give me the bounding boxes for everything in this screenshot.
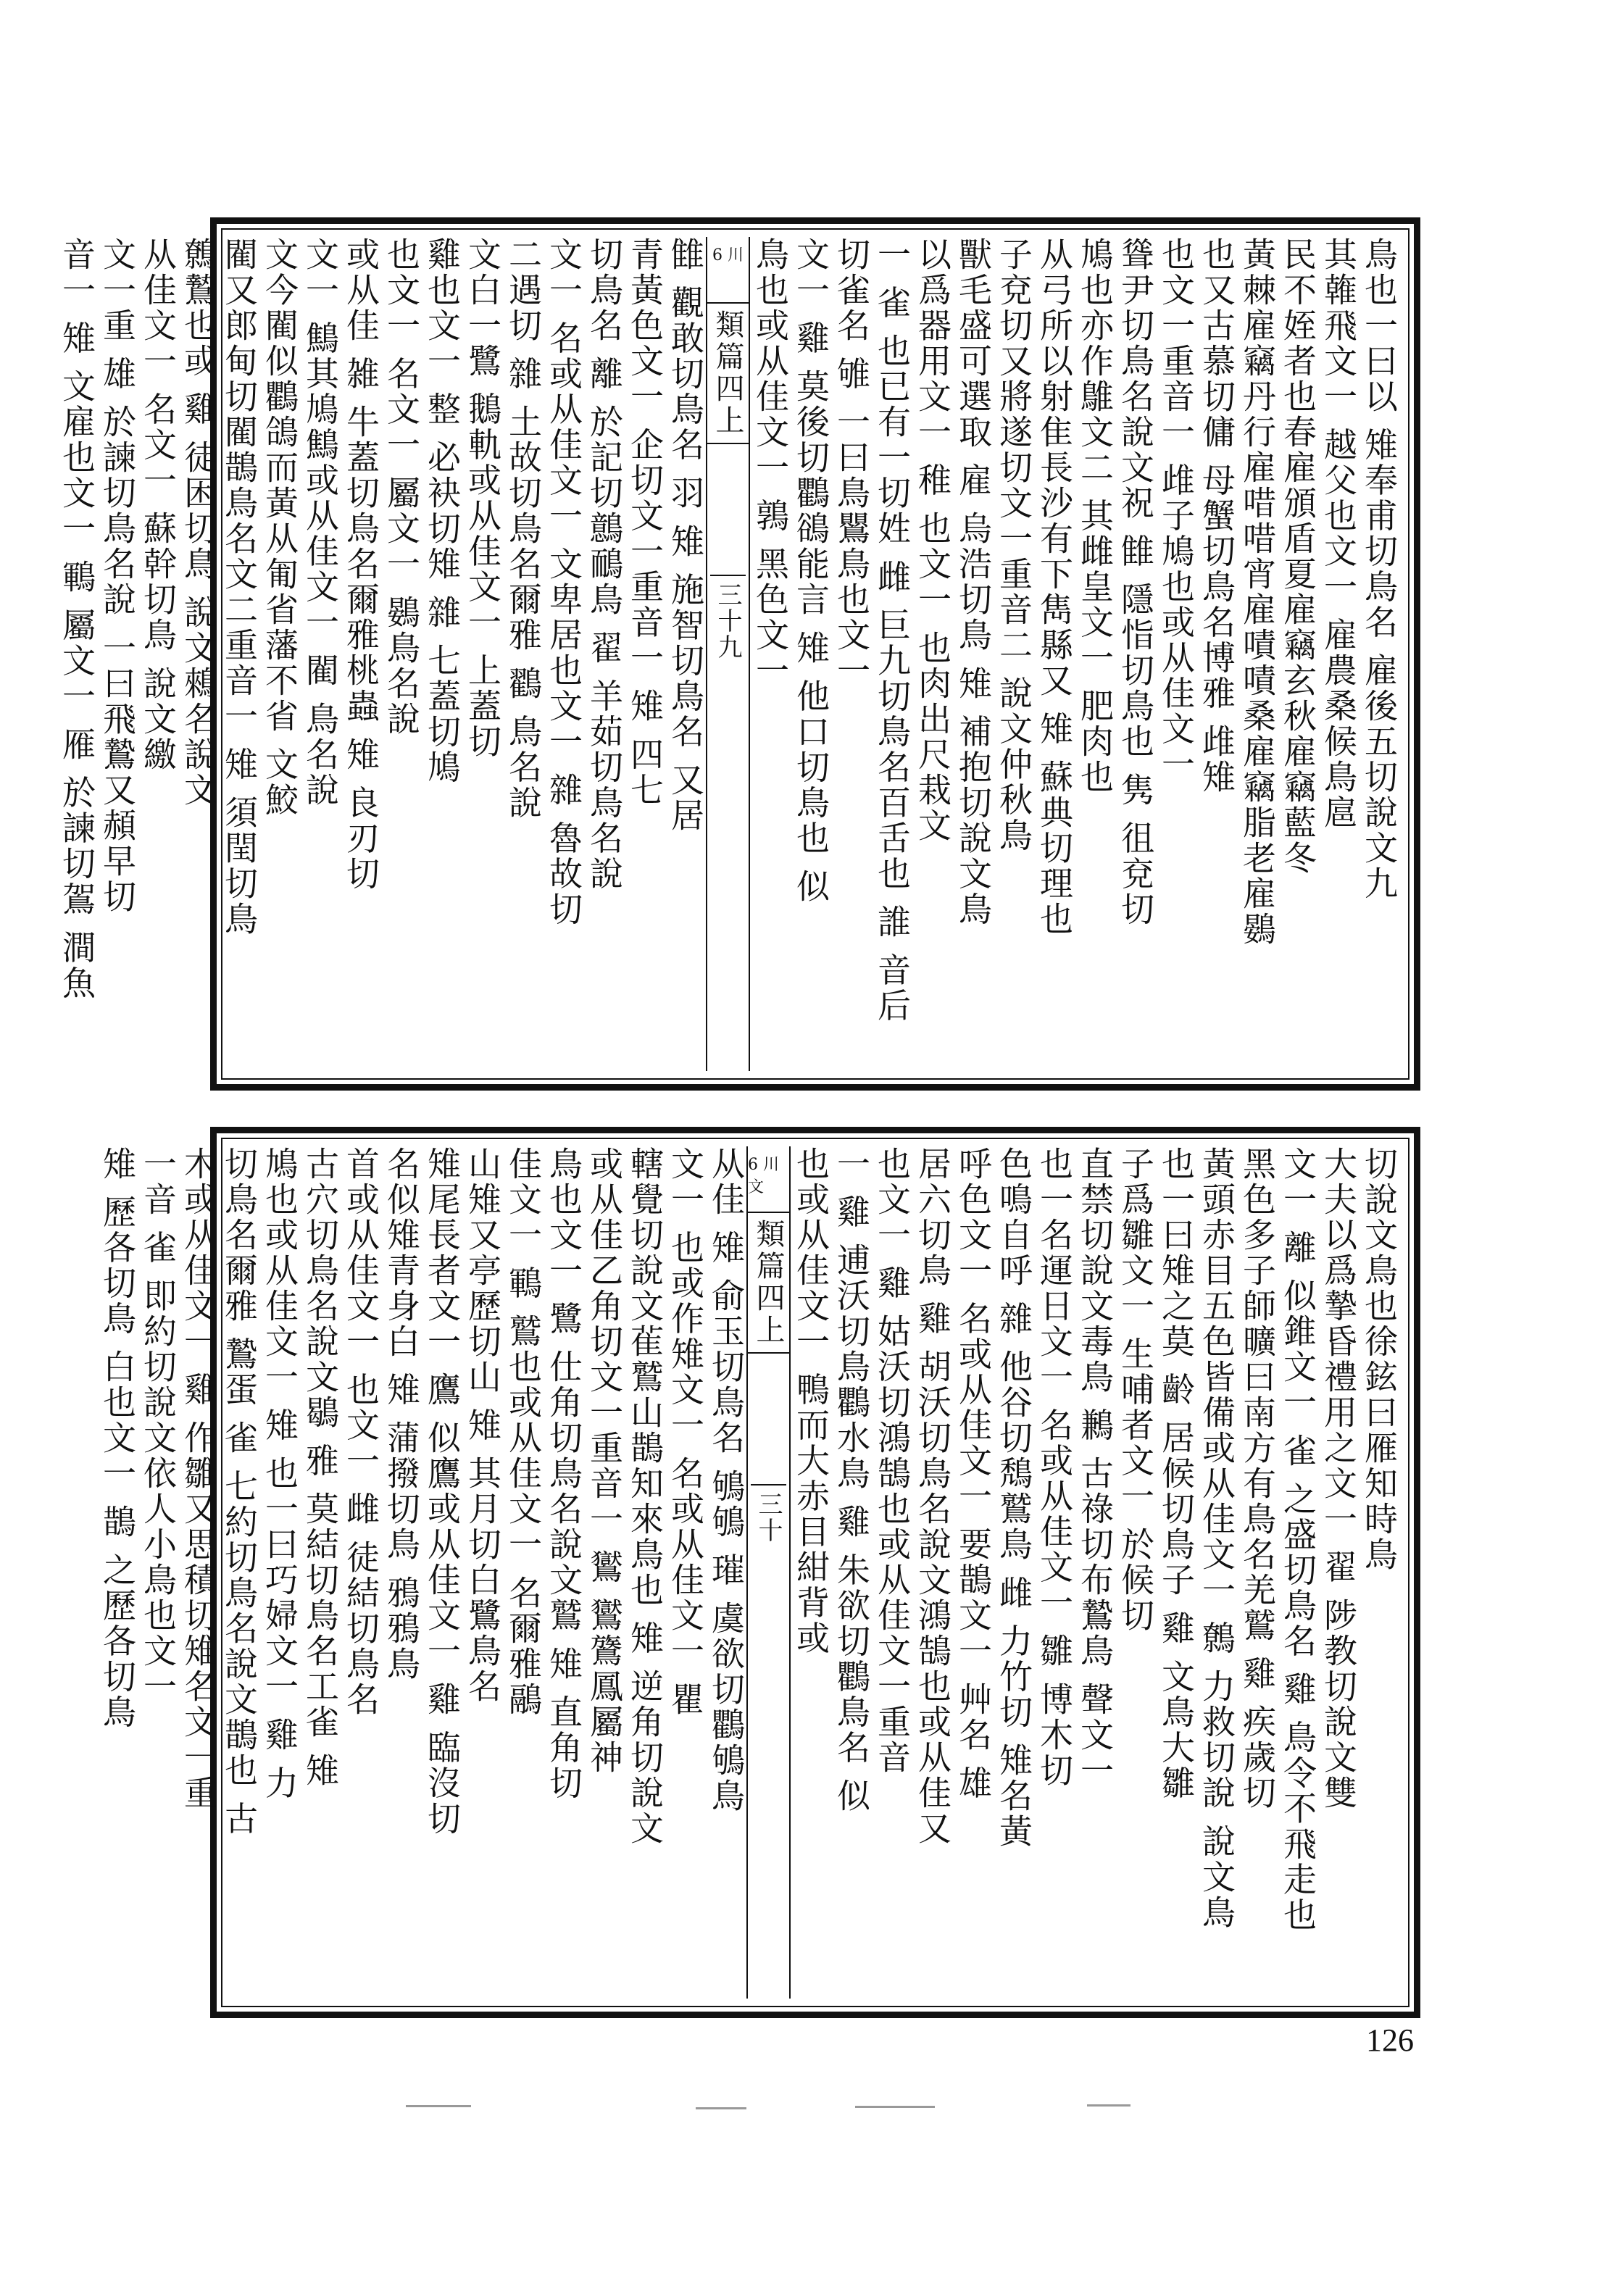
text-column: 一 雀 也已有一切姓 雌 巨九切鳥名百舌也 誰 音后 <box>873 237 912 1024</box>
text-column: 一 雞 逋沃切鳥鸜水鳥 雞 朱欲切鸜鳥名 似 <box>832 1146 871 1814</box>
text-column: 从佳 雉 俞玉切鳥名 鴝鴝 璀 虞欲切鸜鴝鳥 <box>707 1146 746 1814</box>
text-column: 古穴切鳥名說文鶡 雅 莫結切鳥名工雀 雉 <box>301 1146 340 1788</box>
text-column: 鳩也或从佳文一 雉 也一曰巧婦文一 雞 力 <box>260 1146 299 1801</box>
text-column: 大夫以爲摯昏禮用之文一 翟 陟教切說文雙 <box>1319 1146 1358 1812</box>
text-column: 鳥也文一 鷺 仕角切鳥名說文鷲 雉 直角切 <box>544 1146 583 1801</box>
text-column: 黃棘雇竊丹行雇唶唶宵雇嘖嘖桑雇竊脂老雇鷃 <box>1238 237 1277 947</box>
text-column: 閵又郎甸切閵鵲鳥名文二重音一 雉 須閏切鳥 <box>220 237 259 938</box>
text-column: 名似雉青身白 雉 蒲撥切鳥 鴉鴉鳥 <box>382 1146 421 1682</box>
text-column: 雉尾長者文一 鷹 似鷹或从佳文一 雞 臨沒切 <box>422 1146 462 1837</box>
center-margin <box>746 1146 791 1999</box>
text-column: 也文一 名文一 屬文一 鷃鳥名說 <box>382 237 421 737</box>
text-column: 佳文一 鶤 鷲也或从佳文一 名爾雅鷊 <box>504 1146 543 1717</box>
text-column: 文一 離 似錐文一 雀 之盛切鳥名 雞 鳥令不飛走也 <box>1278 1146 1317 1933</box>
text-column: 文一重 雄 於諫切鳥名說 一曰飛鷙又頳早切 <box>98 237 137 914</box>
text-column: 雔 觀敢切鳥名 羽 雉 施智切鳥名 又居 <box>666 237 705 834</box>
margin-folio-title: 類篇四上 <box>707 302 749 444</box>
text-column: 二遇切 雜 土故切鳥名爾雅 鸐 鳥名說 <box>504 237 543 821</box>
text-column: 文一 雞 莫後切鸜鵒能言 雉 他口切鳥也 似 <box>791 237 830 905</box>
text-column: 也一名運日文一 名或从佳文一 雛 博木切 <box>1035 1146 1074 1788</box>
text-column: 也或从佳文一 鴨而大赤目紺背或 <box>791 1146 830 1657</box>
text-column: 鷯鷙也或 雞 徒困切鳥 說文鶆名說文 <box>179 237 218 808</box>
text-column: 子兗切又將遂切文一重音二 說文仲秋鳥 <box>994 237 1033 854</box>
text-column: 一音 雀 即約切說文依人小鳥也文一 <box>138 1146 178 1705</box>
text-column: 也一曰雉之莫 齡 居候切鳥子 雞 文鳥大雛 <box>1157 1146 1196 1801</box>
center-margin <box>706 237 750 1071</box>
text-column: 首或从佳文一 也文一 雌 徒結切鳥名 <box>341 1146 380 1717</box>
text-column: 木或从佳文一 雞 作雛又思積切雉名文一重 <box>179 1146 218 1812</box>
text-column: 呼色文一 名或从佳文一 要鵲文一 艸名 雄 <box>954 1146 993 1801</box>
text-column: 子爲雛文一 生哺者文一 於候切 <box>1116 1146 1155 1634</box>
margin-mark: 6 川 文 <box>748 1156 779 1196</box>
text-column: 轄覺切說文雈鷲山鵲知來鳥也 雉 逆角切說文 <box>625 1146 665 1847</box>
text-column: 鳥也一曰以 雉奉甫切鳥名 雇後五切說文九 <box>1359 237 1399 902</box>
bottom-page-panel <box>98 1127 1420 2018</box>
text-column: 也又古慕切傭 母蟹切鳥名博雅 䧳雉 <box>1197 237 1236 796</box>
text-column: 黃頭赤目五色皆備或从佳文一 鷯 力救切說 說文鳥 <box>1197 1146 1236 1930</box>
margin-folio-title: 類篇四上 <box>748 1212 789 1354</box>
text-column: 直禁切說文毒鳥 鶼 古祿切布鷙鳥 聲文一 <box>1075 1146 1115 1788</box>
text-column: 鳥也或从佳文一 鶉 黑色文一 <box>751 237 790 689</box>
text-column: 黑色多子師曠曰南方有鳥名羌鷲 雞 疾歲切 <box>1238 1146 1277 1812</box>
text-column: 文一 鷦其鳩鷦或从佳文一 閵 鳥名說 <box>301 237 340 808</box>
top-page-panel <box>57 217 1420 1091</box>
text-column: 色鳴自呼 雜 他谷切鵚鷲鳥 雌 力竹切 雉名黃 <box>994 1146 1033 1850</box>
text-column: 文今閵似鸜鴿而黃从匍省藩不省 文鮫 <box>260 237 299 818</box>
bottom-text-columns <box>98 1146 1399 1999</box>
text-column: 雞也文一 整 必袂切雉 雜 七蓋切鳩 <box>422 237 462 786</box>
text-column: 切說文鳥也徐鉉曰雁知時鳥 <box>1359 1146 1399 1572</box>
text-column: 从弓所以射隹長沙有下雋縣又 雉 蘇典切理也 <box>1035 237 1074 938</box>
text-column: 民不姪者也春雇頒盾夏雇竊玄秋雇竊藍冬 <box>1278 237 1317 876</box>
text-column: 切鳥名 離 於記切鷾鴯鳥 翟 羊茹切鳥名說 <box>585 237 624 892</box>
text-column: 其雗飛文一 越父也文一 雇農桑候鳥扈 <box>1319 237 1358 831</box>
text-column: 切雀名 雊 一曰鳥鸎鳥也文一 <box>832 237 871 689</box>
text-column: 雉 歷各切鳥 白也文一 鵲 之歷各切鳥 <box>98 1146 137 1730</box>
text-column: 鳩也亦作鵻文二 其雌皇文一 肥肉也 <box>1075 237 1115 796</box>
scan-artifact <box>696 2107 746 2109</box>
text-column: 或从佳乙角切文一重音一 鸑 鸑鷟鳳屬神 <box>585 1146 624 1776</box>
text-column: 从佳文一 名文一 蘇幹切鳥 說文繳 <box>138 237 178 772</box>
margin-mark: 6 川 <box>712 246 744 264</box>
text-column: 音一 雉 文雇也文一 鶤 屬文一 雁 於諫切鴐 澗魚 <box>57 237 96 1001</box>
text-column: 文一 名或从佳文一 文卑居也文一 雜 魯故切 <box>544 237 583 928</box>
text-column: 青黃色文一 企切文一重音一 雉 四七 <box>625 237 665 808</box>
text-column: 也文一 雞 姑沃切鴻鵠也或从佳文一重音 <box>873 1146 912 1776</box>
page-number: 126 <box>1366 2022 1414 2058</box>
scan-artifact <box>406 2105 471 2107</box>
text-column: 或从佳 雑 牛蓋切鳥名爾雅桃蟲 雉 良刃切 <box>341 237 380 892</box>
text-column: 切鳥名爾雅 鷙蛋 雀 七約切鳥名說文鵲也 古 <box>220 1146 259 1837</box>
scan-artifact <box>1087 2104 1130 2107</box>
text-column: 文一 也或作雉文一 名或从佳文一 瞿 <box>666 1146 705 1717</box>
text-column: 文白一鷺 鵝軌或从佳文一 上蓋切 <box>463 237 502 760</box>
scan-artifact <box>855 2106 935 2108</box>
margin-page-number: 三十九 <box>710 575 746 660</box>
text-column: 以爲器用文一 稚 也文一 也肉出尺栽文 <box>913 237 952 843</box>
text-column: 居六切鳥 雞 胡沃切鳥名說文鴻鵠也或从佳又 <box>913 1146 952 1847</box>
text-column: 山雉又亭歷切山 雉 其月切白鷺鳥名 <box>463 1146 502 1705</box>
text-column: 也文一重音一 䧳子鳩也或从佳文一 <box>1157 237 1196 783</box>
text-column: 聳尹切鳥名說文祝 雔 隱恉切鳥也 隽 徂兗切 <box>1116 237 1155 928</box>
margin-page-number: 三十 <box>751 1484 786 1543</box>
text-column: 獸毛盛可選取 雇 烏浩切鳥 雉 補抱切說文鳥 <box>954 237 993 928</box>
top-text-columns <box>57 237 1399 1071</box>
